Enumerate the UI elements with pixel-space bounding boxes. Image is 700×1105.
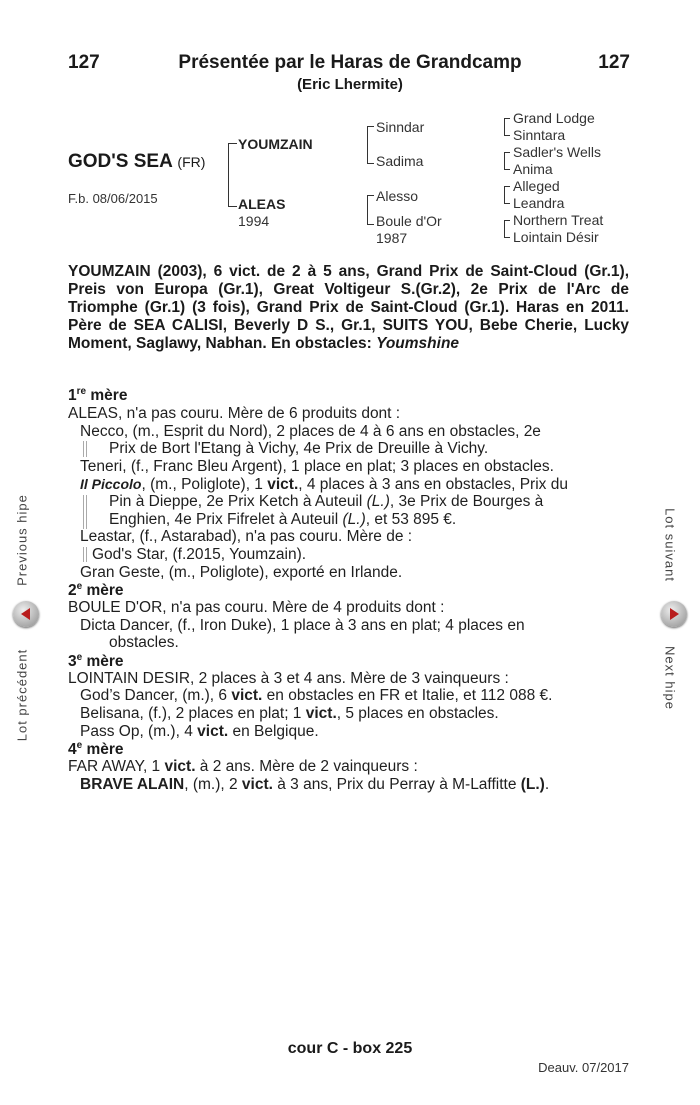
produce-piccolo-cont1 [109, 493, 543, 511]
next-lot-button[interactable] [661, 601, 687, 627]
horse-birth: F.b. 08/06/2015 [68, 191, 158, 206]
produce-piccolo [80, 476, 629, 494]
previous-lot-button[interactable] [13, 601, 39, 627]
text-span: FAR AWAY, 1 [68, 758, 165, 775]
section-word: mère [86, 653, 124, 671]
pedigree-bracket-dam [367, 195, 374, 225]
vict-bold: vict. [231, 687, 263, 704]
pedigree-gen3-4: Anima [513, 161, 553, 177]
mere2-intro: BOULE D'OR, n'a pas couru. Mère de 4 produits dont : [68, 599, 445, 616]
pedigree-gen3-7: Northern Treat [513, 212, 604, 228]
mere1-intro: ALEAS, n'a pas couru. Mère de 6 produits dont : [68, 405, 401, 422]
section-word: mère [86, 741, 124, 759]
section-sup: re [76, 386, 87, 397]
pedigree-dam: ALEAS [238, 196, 286, 212]
lot-precedent-label[interactable]: Lot précédent [14, 648, 30, 742]
pedigree-sire-sire: Sinndar [376, 119, 425, 135]
pedigree-sire: YOUMZAIN [238, 136, 313, 152]
mere4-intro [68, 758, 418, 776]
produce-necco-cont: Prix de Bort l'Etang à Vichy, 4e Prix de Dreuille à Vichy. [109, 440, 489, 457]
pedigree-gen3-1: Grand Lodge [513, 110, 595, 126]
produce-leastar: Leastar, (f., Astarabad), n'a pas couru. Mère de : [80, 528, 413, 545]
sire-description-italic: Youmshine [376, 335, 460, 352]
produce-belisana [80, 705, 499, 723]
produce-brave-alain [80, 776, 549, 794]
text-span: , (m.), 2 [184, 776, 242, 793]
produce-gods-dancer [80, 687, 552, 705]
vict-bold: vict. [241, 776, 273, 793]
pedigree-bracket-g3-1 [504, 118, 510, 136]
footer-location: cour C - box 225 [287, 1040, 413, 1057]
section-title-mere2 [68, 581, 124, 600]
pedigree-bracket-gen1 [228, 143, 237, 207]
text-span: God’s Dancer, (m.), 6 [80, 687, 232, 704]
produce-dicta-cont: obstacles. [109, 634, 179, 651]
text-span: , 4 places à 3 ans en obstacles, Prix du [298, 476, 568, 493]
pedigree-dam-dam-year: 1987 [376, 230, 408, 246]
pedigree-gen3-6: Leandra [513, 195, 565, 211]
next-hipe-label[interactable]: Next hipe [662, 646, 678, 710]
pedigree-dam-sire: Alesso [376, 188, 419, 204]
mere3-intro: LOINTAIN DESIR, 2 places à 3 et 4 ans. Mère de 3 vainqueurs : [68, 670, 509, 687]
produce-necco: Necco, (m., Esprit du Nord), 2 places de 4 à 6 ans en obstacles, 2e [80, 423, 541, 440]
section-word: mère [90, 387, 128, 405]
vict-bold: vict. [305, 705, 337, 722]
sire-description-text: YOUMZAIN (2003), 6 vict. de 2 à 5 ans, Grand Prix de Saint-Cloud (Gr.1), Preis von Europa (Gr.1), Great Voltigeur S.(Gr.2), 2e Prix de l'Arc de Triomphe (Gr.1) (3 fois), Grand Prix de Saint-Cloud (Gr.1). Haras en 2011. Père de SEA CALISI, Beverly D S., Gr.1, SUITS YOU, Bebe Cherie, Lucky Moment, Saglawy, Nabhan. En obstacles: [68, 263, 629, 352]
text-span: , et 53 895 €. [365, 511, 457, 528]
pedigree-gen3-2: Sinntara [513, 127, 566, 143]
horse-name [68, 151, 205, 173]
vict-bold: vict. [164, 758, 196, 775]
indent-bar [83, 495, 87, 529]
arrow-left-icon [13, 601, 39, 627]
section-title-mere3 [68, 652, 124, 671]
produce-pass-op [80, 723, 319, 741]
section-title-mere1 [68, 386, 127, 405]
pedigree-bracket-g3-4 [504, 220, 510, 238]
presenter-title: Présentée par le Haras de Grandcamp [178, 52, 522, 73]
text-span: à 3 ans, Prix du Perray à M-Laffitte [272, 776, 521, 793]
pedigree-bracket-sire [367, 126, 374, 164]
text-span: Belisana, (f.), 2 places en plat; 1 [80, 705, 306, 722]
section-num: 3 [68, 653, 77, 671]
text-span: en Belgique. [228, 723, 319, 740]
section-word: mère [86, 582, 124, 600]
produce-dicta: Dicta Dancer, (f., Iron Duke), 1 place à 3 ans en plat; 4 places en [80, 617, 525, 634]
text-span: , 3e Prix de Bourges à [389, 493, 544, 510]
section-num: 1 [68, 387, 77, 405]
indent-bar [83, 441, 87, 457]
lot-number-left: 127 [68, 52, 100, 73]
text-span: , 5 places en obstacles. [336, 705, 499, 722]
listed-italic: (L.) [342, 511, 366, 528]
lot-suivant-label[interactable]: Lot suivant [662, 508, 678, 582]
text-span: , (m., Poliglote), 1 [141, 476, 268, 493]
listed-bold: (L.) [520, 776, 545, 793]
text-span: Pin à Dieppe, 2e Prix Ketch à Auteuil [109, 493, 367, 510]
listed-italic: (L.) [366, 493, 390, 510]
pedigree-bracket-g3-2 [504, 152, 510, 170]
produce-piccolo-name: Il Piccolo [80, 476, 142, 492]
section-sup: e [76, 652, 83, 663]
footer-date: Deauv. 07/2017 [538, 1060, 629, 1075]
sire-description [68, 263, 629, 353]
horse-country: (FR) [177, 154, 206, 170]
section-sup: e [76, 581, 83, 592]
pedigree-sire-dam: Sadima [376, 153, 424, 169]
pedigree-dam-dam: Boule d'Or [376, 213, 442, 229]
presenter-subtitle: (Eric Lhermite) [297, 76, 403, 93]
produce-piccolo-cont2 [109, 511, 456, 529]
previous-hipe-label[interactable]: Previous hipe [14, 494, 30, 586]
pedigree-bracket-g3-3 [504, 186, 510, 204]
arrow-right-icon [661, 601, 687, 627]
section-title-mere4 [68, 740, 124, 759]
produce-godsstar: God's Star, (f.2015, Youmzain). [92, 546, 307, 563]
pedigree-gen3-3: Sadler's Wells [513, 144, 601, 160]
produce-brave-alain-name: BRAVE ALAIN [80, 776, 185, 793]
pedigree-gen3-5: Alleged [513, 178, 560, 194]
text-span: Enghien, 4e Prix Fifrelet à Auteuil [109, 511, 343, 528]
produce-teneri: Teneri, (f., Franc Bleu Argent), 1 place en plat; 3 places en obstacles. [80, 458, 554, 475]
pedigree-gen3-8: Lointain Désir [513, 229, 599, 245]
section-sup: e [76, 740, 83, 751]
pedigree-dam-year: 1994 [238, 213, 270, 229]
section-num: 2 [68, 582, 77, 600]
horse-name-text: GOD'S SEA [68, 151, 173, 172]
vict-bold: vict. [267, 476, 299, 493]
lot-number-right: 127 [598, 52, 630, 73]
produce-gran-geste: Gran Geste, (m., Poliglote), exporté en Irlande. [80, 564, 403, 581]
indent-bar [83, 547, 87, 562]
text-span: en obstacles en FR et Italie, et 112 088 €. [262, 687, 553, 704]
vict-bold: vict. [197, 723, 229, 740]
text-span: Pass Op, (m.), 4 [80, 723, 198, 740]
section-num: 4 [68, 741, 77, 759]
text-span: . [544, 776, 550, 793]
text-span: à 2 ans. Mère de 2 vainqueurs : [195, 758, 418, 775]
